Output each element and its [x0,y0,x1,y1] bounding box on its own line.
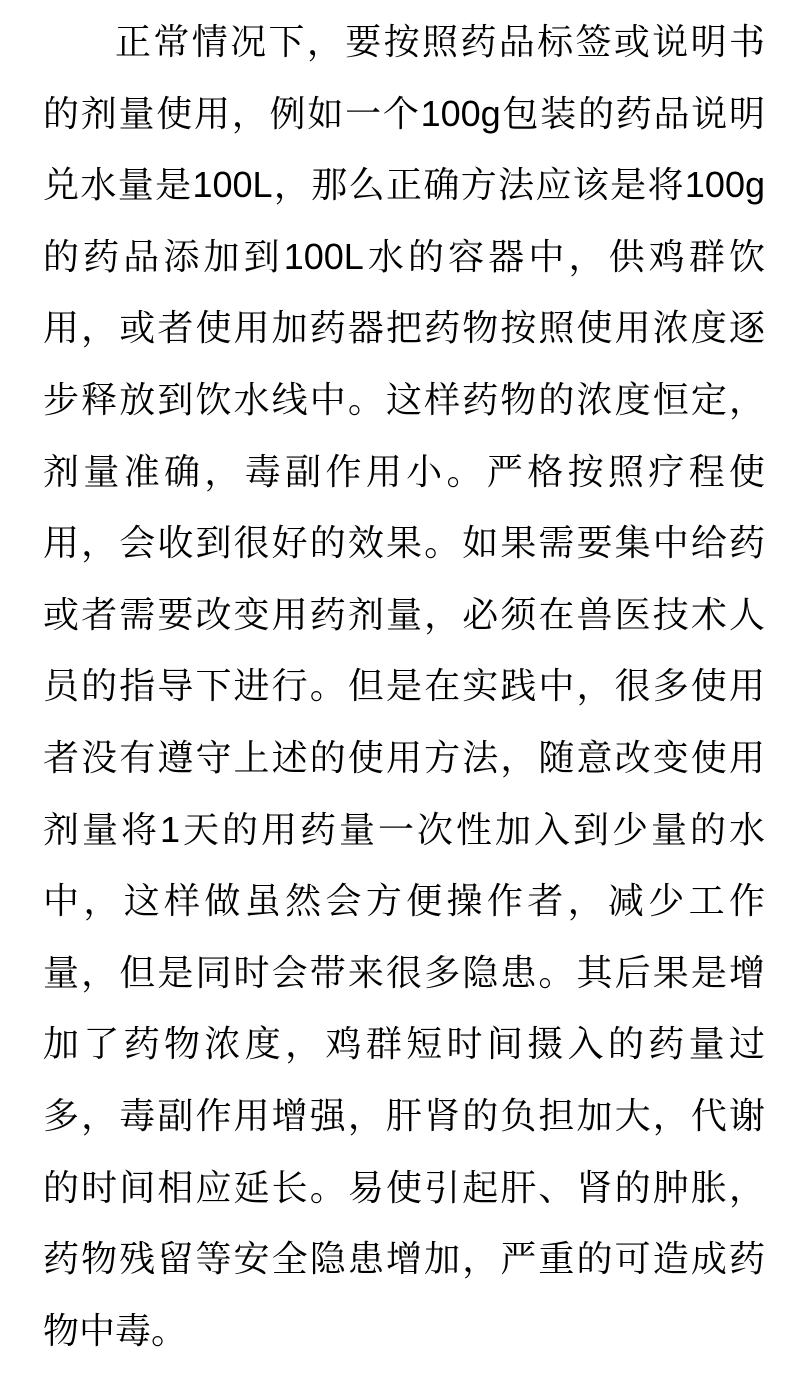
text-line: 员的指导下进行。但是在实践中，很多使用 [43,665,765,707]
text-line: 正常情况下，要按照药品标签或说明书 [115,21,765,62]
text-line: 中，这样做虽然会方便操作者，减少工作 [43,880,765,922]
text-line: 量，但是同时会带来很多隐患。其后果是增 [43,951,765,993]
text-line: 的剂量使用，例如一个100g包装的药品说明 [43,92,765,134]
text-line: 剂量将1天的用药量一次性加入到少量的水 [43,808,765,850]
text-line: 物中毒。 [43,1309,188,1351]
text-line: 的药品添加到100L水的容器中，供鸡群饮 [43,235,765,277]
text-line: 步释放到饮水线中。这样药物的浓度恒定， [43,378,765,420]
text-line: 或者需要改变用药剂量，必须在兽医技术人 [43,593,765,635]
text-line: 多，毒副作用增强，肝肾的负担加大，代谢 [43,1094,765,1136]
article-paragraph [43,6,765,1366]
text-line: 用，或者使用加药器把药物按照使用浓度逐 [43,307,765,349]
text-line: 用，会收到很好的效果。如果需要集中给药 [43,522,765,564]
text-line: 加了药物浓度，鸡群短时间摄入的药量过 [43,1023,765,1065]
text-line: 剂量准确，毒副作用小。严格按照疗程使 [43,450,765,492]
text-line: 药物残留等安全隐患增加，严重的可造成药 [43,1238,765,1280]
text-line: 的时间相应延长。易使引起肝、肾的肿胀， [43,1166,765,1208]
text-line: 兑水量是100L，那么正确方法应该是将100g [43,164,765,206]
text-line: 者没有遵守上述的使用方法，随意改变使用 [43,736,765,778]
